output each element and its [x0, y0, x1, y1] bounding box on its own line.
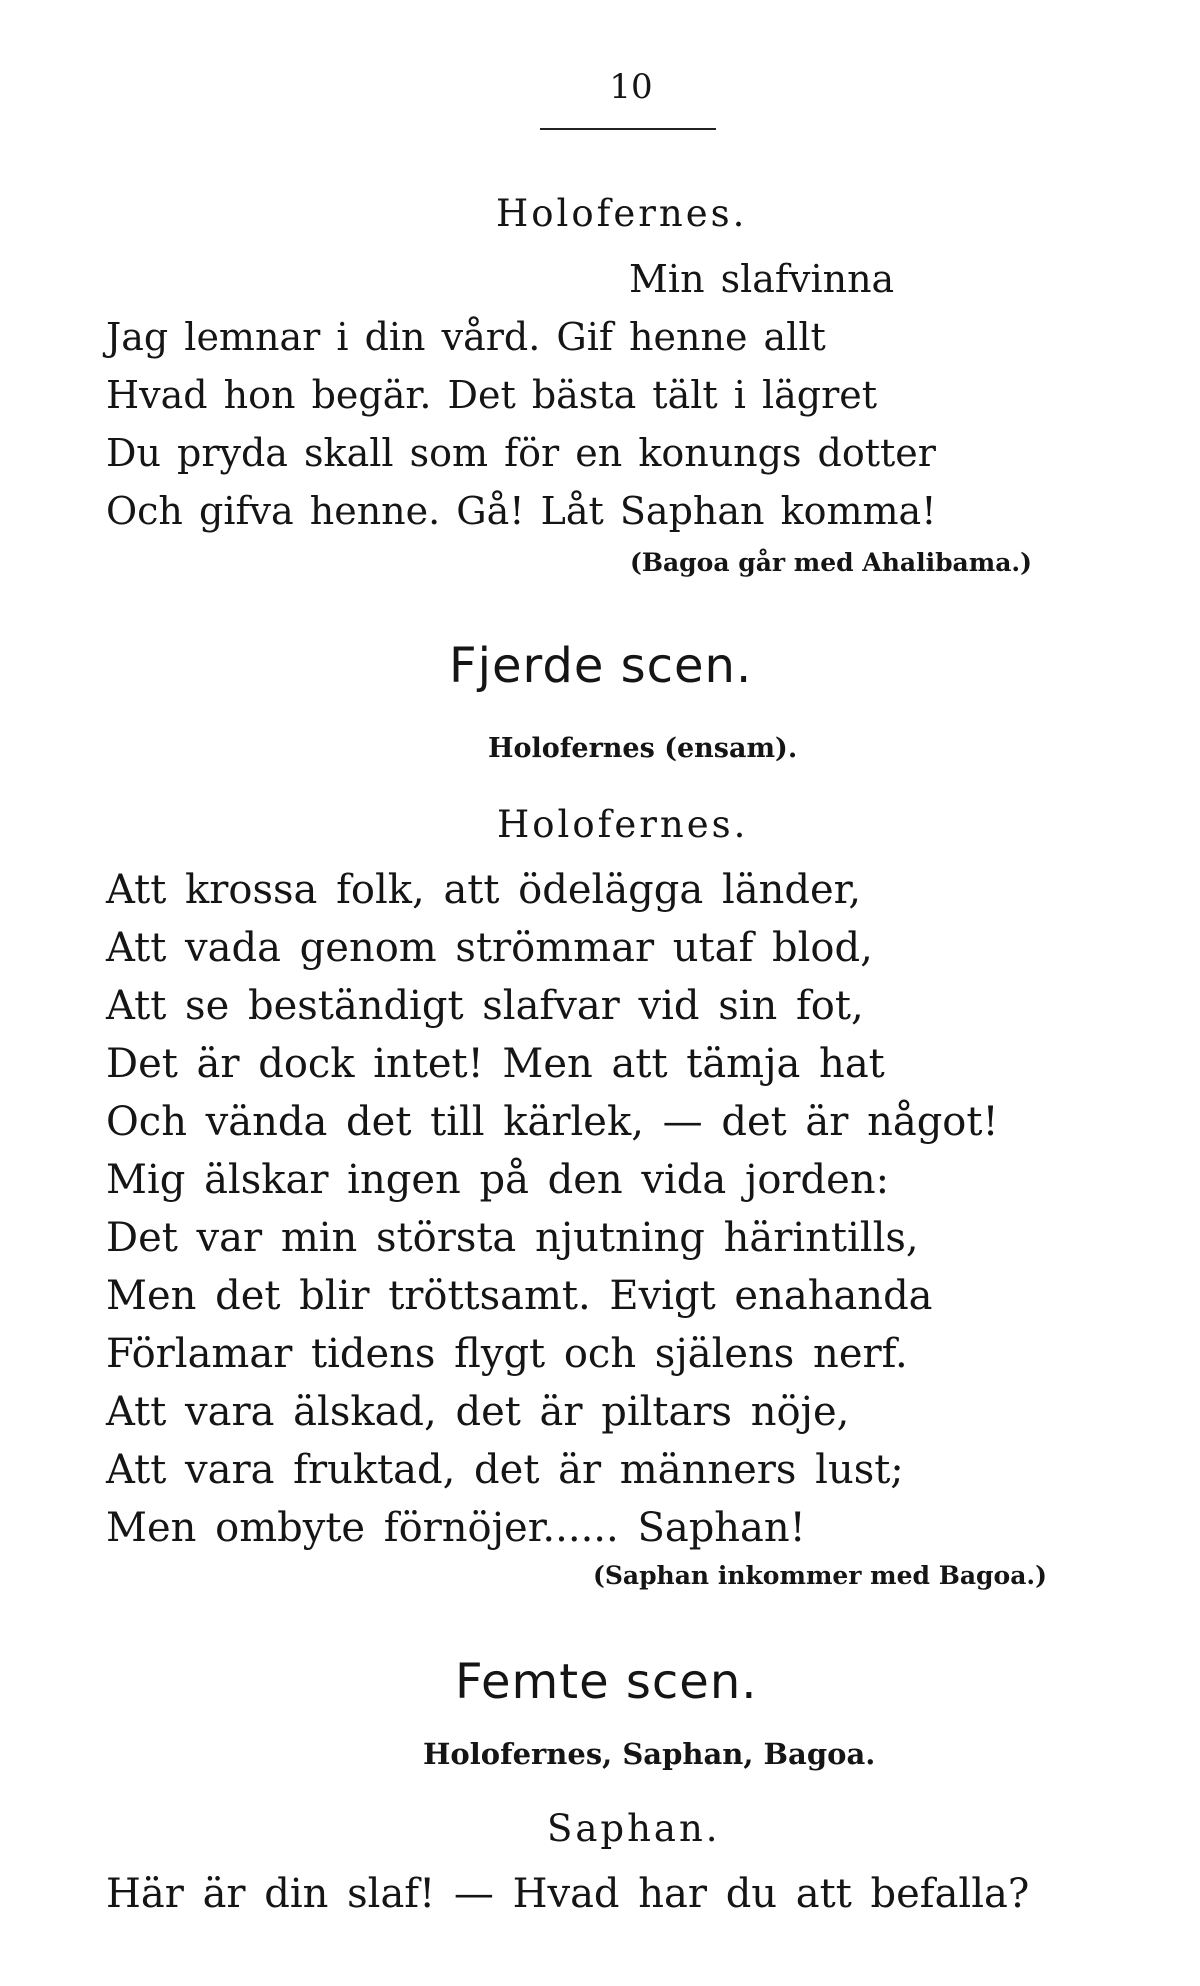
verse-line: Det är dock intet! Men att tämja hat [106, 1041, 885, 1087]
verse-line: Jag lemnar i din vård. Gif henne allt [106, 315, 826, 359]
verse-line: Och gifva henne. Gå! Låt Saphan komma! [106, 489, 937, 533]
verse-line: Du pryda skall som för en konungs dotter [106, 431, 936, 475]
verse-line: Och vända det till kärlek, — det är något! [106, 1099, 999, 1145]
scene-heading: Femte scen. [455, 1654, 758, 1710]
verse-line: Att vada genom strömmar utaf blod, [106, 925, 873, 971]
speaker-name: Holofernes. [496, 192, 748, 235]
speaker-name: Saphan. [547, 1807, 721, 1850]
verse-line: Att vara älskad, det är piltars nöje, [106, 1389, 850, 1435]
cast-list: Holofernes, Saphan, Bagoa. [423, 1737, 876, 1771]
stage-direction: (Bagoa går med Ahalibama.) [630, 548, 1032, 577]
speaker-name: Holofernes. [497, 803, 749, 846]
stage-direction: (Saphan inkommer med Bagoa.) [593, 1561, 1047, 1590]
verse-line: Men ombyte förnöjer...... Saphan! [106, 1505, 806, 1551]
verse-line: Att krossa folk, att ödelägga länder, [106, 867, 862, 913]
verse-line: Förlamar tidens flygt och själens nerf. [106, 1331, 908, 1377]
verse-line: Det var min största njutning härintills, [106, 1215, 919, 1261]
verse-line: Att vara fruktad, det är männers lust; [106, 1447, 904, 1493]
scene-heading: Fjerde scen. [449, 638, 753, 694]
verse-line: Hvad hon begär. Det bästa tält i lägret [106, 373, 878, 417]
verse-line: Men det blir tröttsamt. Evigt enahanda [106, 1273, 933, 1319]
header-rule [540, 128, 716, 130]
cast-list: Holofernes (ensam). [488, 733, 798, 764]
verse-line: Mig älskar ingen på den vida jorden: [106, 1157, 890, 1203]
verse-line: Min slafvinna [629, 257, 895, 301]
page-number: 10 [609, 67, 653, 107]
verse-line: Här är din slaf! — Hvad har du att befalla? [106, 1871, 1030, 1917]
verse-line: Att se beständigt slafvar vid sin fot, [106, 983, 864, 1029]
